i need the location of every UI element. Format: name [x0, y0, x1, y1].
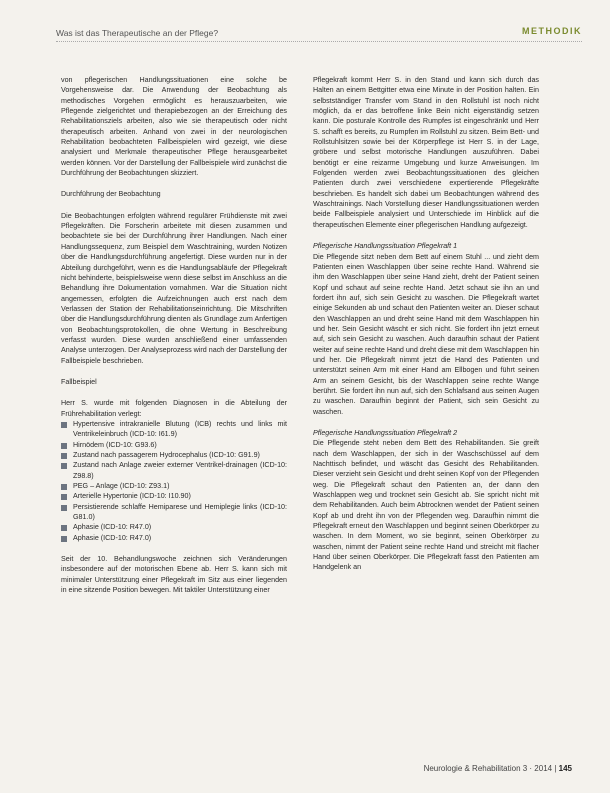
header-divider — [56, 41, 582, 42]
bullet-square-icon — [61, 536, 67, 542]
running-title: Was ist das Therapeutische an der Pflege? — [56, 28, 219, 38]
right-column — [313, 75, 539, 573]
paragraph-pflegekraft-2: Die Pflegende steht neben dem Bett des Rehabilitanden. Sie greift nach dem Waschlappen, der sich in der Waschschüssel auf dem Nachttisch befindet, und wäscht das Gesicht des Rehabilitanden. Dieser verzieht sein Gesicht und dreht seinen Kopf von der Pflegenden weg. Die Pflegekraft schaut den Patienten an, der dann den Waschlappen weg und trocknet sein Gesicht ab. Sie spricht nicht mit dem Rehabilitanden. Auch beim Abtrocknen wendet der Patient seinen Kopf ab und dreht ihn von der Pflegenden weg. Daraufhin nimmt die Pflegekraft erneut den Waschlappen und beginnt seinen Oberkörper zu waschen. In dem Moment, wo sie beginnt, seinen Oberkörper zu waschen, nimmt der Patient seine rechte Hand und streicht mit flacher Hand über seinen Oberkörper. Die Pflegekraft fasst den Patienten am Handgelenk an — [313, 439, 539, 572]
journal-name: Neurologie & Rehabilitation 3 · 2014 | — [423, 764, 559, 773]
paragraph-beobachtung: Die Beobachtungen erfolgten während regulärer Frühdienste mit zwei Pflegekräften. Die Forscherin arbeitete mit diesen zusammen und beobachtete sie bei der Durchführung ihrer Handlungen. Nach einer Handlungssequenz, zum Beispiel dem Waschtraining, wurden Notizen über die Handlungsdurchführung angefertigt. Diese wurden nur in der Abteilung durchgeführt, wenn es die Handlungsabläufe der Pflegekraft nicht behinderte, beispielsweise wenn diese selbst im Anschluss an die Behandlung ihre Dokumentation vornahmen. War die Situation nicht angemessen, erfolgten die Aufzeichnungen auch erst nach dem Verlassen der Station der Rehabilitationseinrichtung. Die Mitschriften über die Handlungsdurchführung dienten als Grundlage zum Anfertigen von Beobachtungsprotokollen, die ohne Wertung in Beschreibung verfasst wurden. Diese wurden anschließend einer umfassenden Analyse unterzogen. Der Analyseprozess wird nach der Darstellung der Fallbeispiele beschrieben. — [61, 211, 287, 365]
list-item: Hypertensive intrakranielle Blutung (ICB) rechts und links mit Ventrikeleinbruch (ICD-10: I61.9) — [61, 419, 287, 440]
list-item: Hirnödem (ICD-10: G93.6) — [61, 440, 287, 450]
bullet-square-icon — [61, 453, 67, 459]
list-item: Aphasie (ICD-10: R47.0) — [61, 533, 287, 543]
page-footer — [424, 764, 572, 773]
bullet-square-icon — [61, 484, 67, 490]
list-item: Arterielle Hypertonie (ICD-10: I10.90) — [61, 491, 287, 501]
paragraph-diagnosen-intro: Herr S. wurde mit folgenden Diagnosen in die Abteilung der Frührehabilitation verlegt: — [61, 399, 287, 418]
left-column — [61, 75, 287, 595]
diagnosis-list — [61, 419, 287, 543]
heading-beobachtung: Durchführung der Beobachtung — [61, 190, 161, 199]
heading-pflegekraft-1: Pflegerische Handlungssituation Pflegekraft 1 — [313, 242, 458, 251]
page-header — [56, 26, 582, 42]
section-label: METHODIK — [522, 26, 582, 36]
page-number: 145 — [558, 764, 572, 773]
heading-pflegekraft-2: Pflegerische Handlungssituation Pflegekraft 2 — [313, 429, 458, 437]
paragraph-pflegekraft-1: Die Pflegende sitzt neben dem Bett auf einem Stuhl ... und zieht dem Patienten einen Waschlappen über seine rechte Hand. Während sie ihm den Waschlappen über seine Hand zieht, dreht der Patient seinen Kopf und schaut auf seine rechte Hand. Jetzt schaut sie ihn an und fordert ihn auf, sich sein Gesicht zu waschen. Die Pflegekraft wartet einige Sekunden ab und schaut den Patienten weiter an. Dieser schaut den Waschlappen an und dreht seine Hand mit dem Waschlappen hin und her. Sein Gesicht wäscht er sich nicht. Sie fordert ihn jetzt erneut auf, sich sein Gesicht zu waschen. Auch daraufhin schaut der Patient weiter auf seine rechte Hand und dreht diese mit dem Waschlappen hin und her. Die Pflegekraft nimmt jetzt die Hand des Patienten und unterstützt seinen Arm mit einer Hand am Ellbogen und führt seinen Arm an seinem Gesicht, bis der Waschlappen seine rechte Wange berührt. Sie fordert ihn nun auf, sich den Schlafsand aus seinen Augen zu waschen. Daraufhin beginnt der Patient, sich sein Gesicht zu waschen. — [313, 252, 539, 416]
list-item: Zustand nach Anlage zweier externer Ventrikel-drainagen (ICD-10: Z98.8) — [61, 460, 287, 481]
bullet-square-icon — [61, 422, 67, 428]
bullet-square-icon — [61, 443, 67, 449]
list-item: PEG – Anlage (ICD-10: Z93.1) — [61, 481, 287, 491]
bullet-square-icon — [61, 505, 67, 511]
heading-fallbeispiel: Fallbeispiel — [61, 377, 97, 386]
paragraph-status: Pflegekraft kommt Herr S. in den Stand und kann sich durch das Halten an einem Bettgitter etwa eine Minute in der Position halten. Ein selbstständiger Transfer vom Stand in den Rollstuhl ist noch nicht möglich, da er das betroffene linke Bein nicht eigenständig setzen kann. Die posturale Kontrolle des Rumpfes ist eingeschränkt und Herr S. schafft es bereits, zu Rumpfen im Rollstuhl zu sitzen. Beim Bett- und Rollstuhlsitzen sowie bei der Körperpflege ist Herr S. in der Lage, gröbere und selbst motorische Handlungen auszuführen. Dabei benötigt er eine reizarme Umgebung und kurze Anweisungen. Im Folgenden werden zwei Beobachtungssituationen des gleichen Patienten durch zwei verschiedene expertierende Pflegekräfte beschrieben. Es handelt sich dabei um Beobachtungen während des Waschtrainings. Nach Vorstellung dieser Handlungssituationen werden beide Fallbeispiele analysiert und Unterschiede im Hinblick auf die therapeutischen Elemente einer pflegerischen Handlung aufgezeigt. — [313, 76, 539, 229]
paragraph-intro: von pflegerischen Handlungssituationen eine solche be Vorgehensweise dar. Die Anwendung der Beobachtung als methodisches Vorgehen ermöglicht es herauszuarbeiten, wie Pflegende zielgerichtet und therapiebezogen an der Erreichung des Rehabilitationsziels arbeiten, also wie sie therapeutisch oder nicht therapeutisch arbeiten. Anhand von zwei in der neurologischen Rehabilitation beobachteten Fallbeispielen wird gezeigt, wie diese analysiert und Merkmale therapeutischer Pflege herausgearbeitet werden können. Vor der Darstellung der Fallbeispiele wird zunächst die Durchführung der Beobachtungen skizziert. — [61, 76, 287, 178]
bullet-square-icon — [61, 494, 67, 500]
list-item: Persistierende schlaffe Hemiparese und Hemiplegie links (ICD-10: G81.0) — [61, 502, 287, 523]
paragraph-verlauf: Seit der 10. Behandlungswoche zeichnen sich Veränderungen insbesondere auf der motorischen Ebene ab. Herr S. kann sich mit minimaler Unterstützung einer Pflegekraft im Sitz aus einer liegenden in eine sitzende Position bewegen. Mit taktiler Unterstützung einer — [61, 555, 287, 595]
list-item: Aphasie (ICD-10: R47.0) — [61, 522, 287, 532]
list-item: Zustand nach passagerem Hydrocephalus (ICD-10: G91.9) — [61, 450, 287, 460]
bullet-square-icon — [61, 525, 67, 531]
bullet-square-icon — [61, 463, 67, 469]
